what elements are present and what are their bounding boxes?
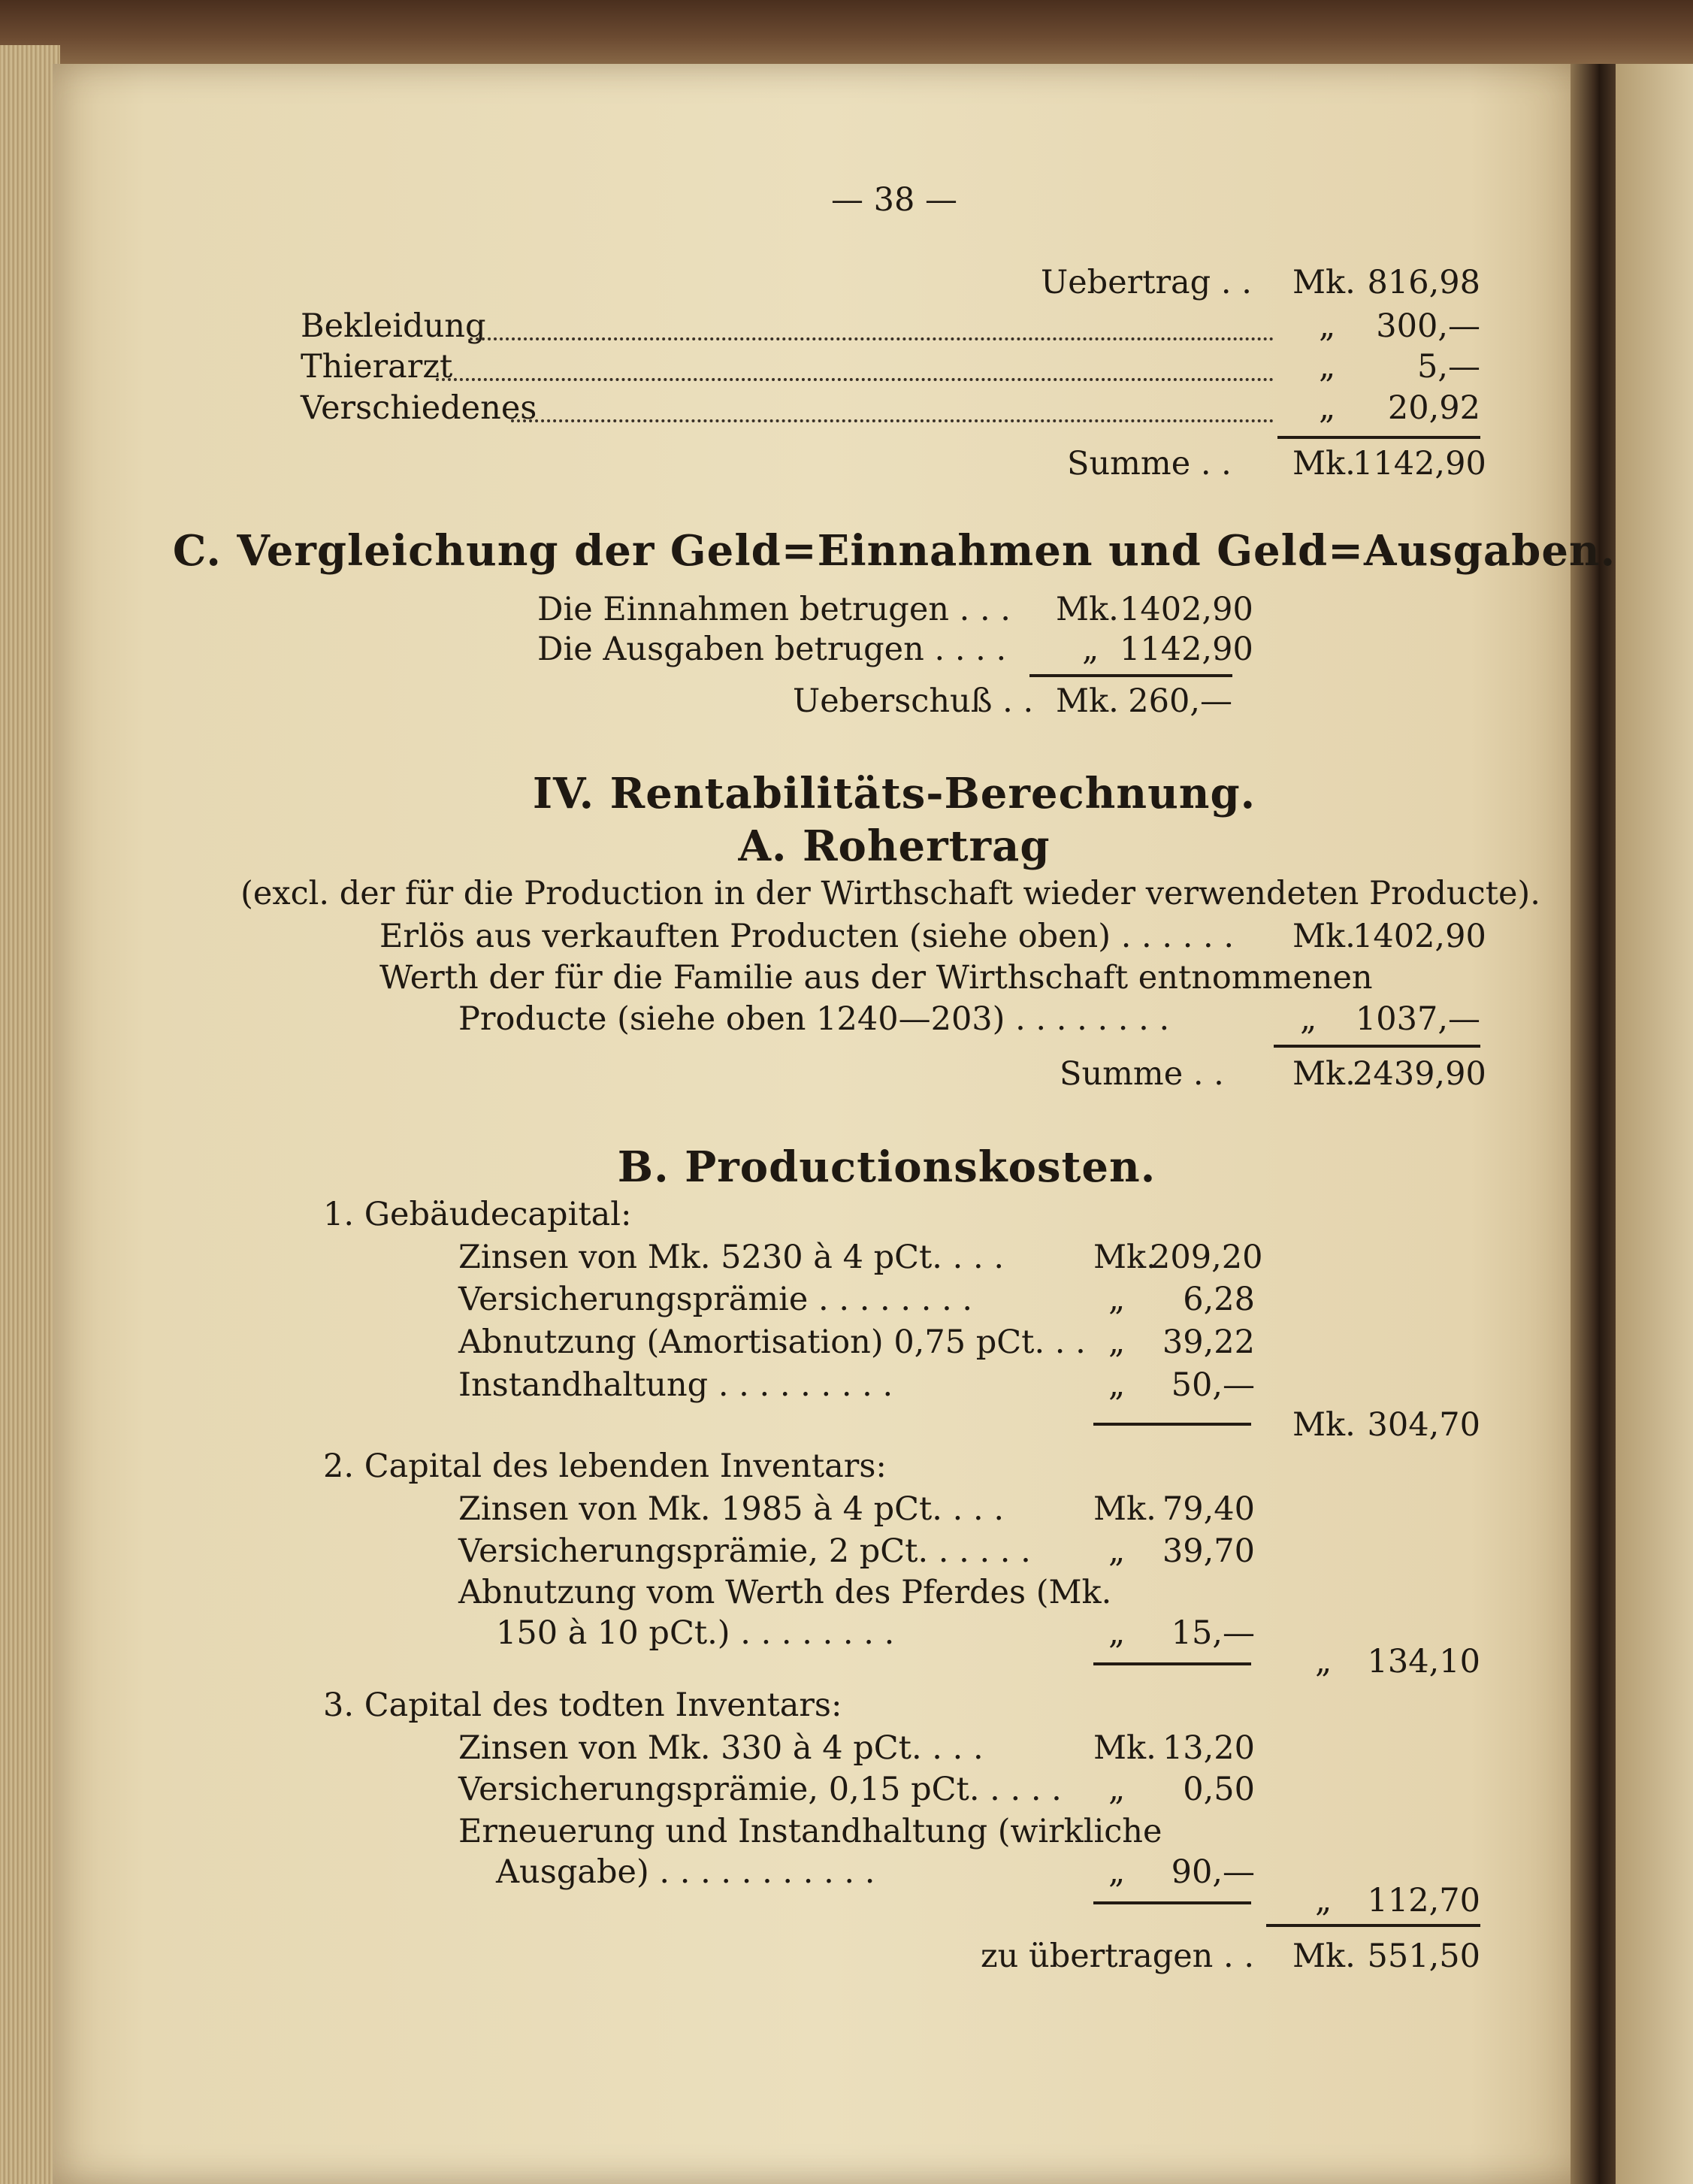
- income-label: Die Einnahmen betrugen . . .: [537, 591, 1011, 628]
- cost-item-unit: „: [1108, 1614, 1126, 1652]
- expense-total-currency: „: [1082, 631, 1099, 668]
- cost-item-label: Versicherungsprämie, 2 pCt. . . . . .: [458, 1532, 1031, 1570]
- cost-item-unit: „: [1108, 1366, 1126, 1404]
- carry-out-rule: [1266, 1924, 1480, 1927]
- group-total-amount: 304,70: [1367, 1406, 1480, 1444]
- section-c-heading: C. Vergleichung der Geld=Einnahmen und Geld=Ausgaben.: [172, 526, 1616, 576]
- cost-item-unit: „: [1108, 1281, 1126, 1318]
- section-iv-heading: IV. Rentabilitäts-Berechnung.: [532, 769, 1256, 818]
- cost-item-unit: Mk.: [1093, 1490, 1156, 1528]
- subtotal-rule: [1093, 1901, 1251, 1904]
- cost-item-unit: „: [1108, 1323, 1126, 1361]
- expense-total-label: Die Ausgaben betrugen . . . .: [537, 631, 1007, 668]
- carry-out-amount: 551,50: [1367, 1937, 1480, 1975]
- surplus-amount: 260,—: [1128, 682, 1232, 720]
- expense-unit: „: [1319, 389, 1336, 427]
- cost-item-label: Erneuerung und Instandhaltung (wirkliche: [458, 1813, 1162, 1850]
- carry-in-amount: 816,98: [1367, 264, 1480, 301]
- subtotal-rule: [1093, 1662, 1251, 1665]
- cost-item-amount: 79,40: [1162, 1490, 1255, 1528]
- family-value-label: Werth der für die Familie aus der Wirthschaft entnommenen: [379, 959, 1373, 997]
- cost-item-amount: 50,—: [1171, 1366, 1255, 1404]
- group-total-amount: 134,10: [1367, 1643, 1480, 1680]
- income-amount: 1402,90: [1120, 591, 1253, 628]
- expense-amount: 5,—: [1416, 348, 1480, 386]
- revenue-line-label: Erlös aus verkauften Producten (siehe oben) . . . . . .: [379, 918, 1235, 955]
- expense-label: Thierarzt: [301, 348, 453, 386]
- expense-label: Bekleidung: [301, 307, 486, 345]
- carry-in-currency: Mk.: [1292, 264, 1356, 301]
- cost-item-amount: 39,70: [1162, 1532, 1255, 1570]
- sum-rule: [1277, 436, 1480, 439]
- cost-item-amount: 0,50: [1183, 1771, 1255, 1808]
- sum-rule: [1274, 1045, 1480, 1048]
- carry-out-currency: Mk.: [1292, 1937, 1356, 1975]
- facing-page-edge: [1616, 64, 1693, 2184]
- section-b-heading: B. Productionskosten.: [617, 1142, 1156, 1192]
- cost-item-unit: „: [1108, 1853, 1126, 1891]
- group-total-amount: 112,70: [1367, 1882, 1480, 1919]
- cost-item-unit: „: [1108, 1532, 1126, 1570]
- cost-item-unit: Mk.: [1093, 1729, 1156, 1767]
- group-title: 3. Capital des todten Inventars:: [323, 1686, 842, 1724]
- cost-item-amount: 13,20: [1162, 1729, 1255, 1767]
- cost-item-label: Versicherungsprämie . . . . . . . .: [458, 1281, 973, 1318]
- sum-rule: [1029, 674, 1232, 677]
- cost-item-label: Abnutzung (Amortisation) 0,75 pCt. . .: [458, 1323, 1086, 1361]
- cost-item-unit: „: [1108, 1771, 1126, 1808]
- expense-label: Verschiedenes: [301, 389, 537, 427]
- cost-item-label: Zinsen von Mk. 1985 à 4 pCt. . . .: [458, 1490, 1004, 1528]
- cost-item-label: Instandhaltung . . . . . . . . .: [458, 1366, 893, 1404]
- cost-item-label-cont: Ausgabe) . . . . . . . . . . .: [496, 1853, 875, 1891]
- cost-item-label: Zinsen von Mk. 5230 à 4 pCt. . . .: [458, 1239, 1004, 1276]
- page-number: — 38 —: [830, 181, 958, 219]
- revenue-line-currency: Mk.: [1292, 918, 1356, 955]
- sum1-currency: Mk.: [1292, 445, 1356, 482]
- expense-total-amount: 1142,90: [1120, 631, 1253, 668]
- group-total-unit: „: [1315, 1643, 1332, 1680]
- gross-sum-label: Summe . .: [1060, 1055, 1224, 1093]
- cost-item-label: Zinsen von Mk. 330 à 4 pCt. . . .: [458, 1729, 984, 1767]
- page-stack-edge: [0, 45, 60, 2184]
- cost-item-amount: 209,20: [1150, 1239, 1263, 1276]
- cost-item-label: Versicherungsprämie, 0,15 pCt. . . . .: [458, 1771, 1062, 1808]
- surplus-label: Ueberschuß . .: [793, 682, 1034, 720]
- expense-unit: „: [1319, 307, 1336, 345]
- cost-item-amount: 6,28: [1183, 1281, 1255, 1318]
- sum1-label: Summe . .: [1067, 445, 1232, 482]
- subtotal-rule: [1093, 1423, 1251, 1426]
- section-a-note: (excl. der für die Production in der Wirthschaft wieder verwendeten Producte).: [240, 875, 1540, 912]
- surplus-currency: Mk.: [1056, 682, 1119, 720]
- revenue-line-amount: 1402,90: [1353, 918, 1486, 955]
- expense-unit: „: [1319, 348, 1336, 386]
- family-value-label-cont: Producte (siehe oben 1240—203) . . . . . . . .: [458, 1000, 1170, 1038]
- group-title: 2. Capital des lebenden Inventars:: [323, 1447, 887, 1485]
- gross-sum-amount: 2439,90: [1353, 1055, 1486, 1093]
- group-title: 1. Gebäudecapital:: [323, 1196, 632, 1233]
- family-value-unit: „: [1300, 1000, 1317, 1038]
- family-value-amount: 1037,—: [1355, 1000, 1480, 1038]
- section-a-heading: A. Rohertrag: [738, 821, 1051, 871]
- income-currency: Mk.: [1056, 591, 1119, 628]
- dot-leader: [511, 416, 1274, 422]
- expense-amount: 20,92: [1387, 389, 1480, 427]
- cost-item-unit: Mk.: [1093, 1239, 1156, 1276]
- carry-out-label: zu übertragen . .: [981, 1937, 1255, 1975]
- dot-leader: [470, 334, 1274, 340]
- cost-item-label-cont: 150 à 10 pCt.) . . . . . . . .: [496, 1614, 895, 1652]
- cost-item-label: Abnutzung vom Werth des Pferdes (Mk.: [458, 1574, 1112, 1611]
- book-cover-edge: [0, 0, 1693, 68]
- dot-leader: [436, 375, 1274, 381]
- expense-amount: 300,—: [1376, 307, 1480, 345]
- group-total-unit: Mk.: [1292, 1406, 1356, 1444]
- group-total-unit: „: [1315, 1882, 1332, 1919]
- cost-item-amount: 90,—: [1171, 1853, 1255, 1891]
- cost-item-amount: 39,22: [1162, 1323, 1255, 1361]
- gross-sum-currency: Mk.: [1292, 1055, 1356, 1093]
- cost-item-amount: 15,—: [1171, 1614, 1255, 1652]
- carry-in-label: Uebertrag . .: [1041, 264, 1252, 301]
- sum1-amount: 1142,90: [1353, 445, 1486, 482]
